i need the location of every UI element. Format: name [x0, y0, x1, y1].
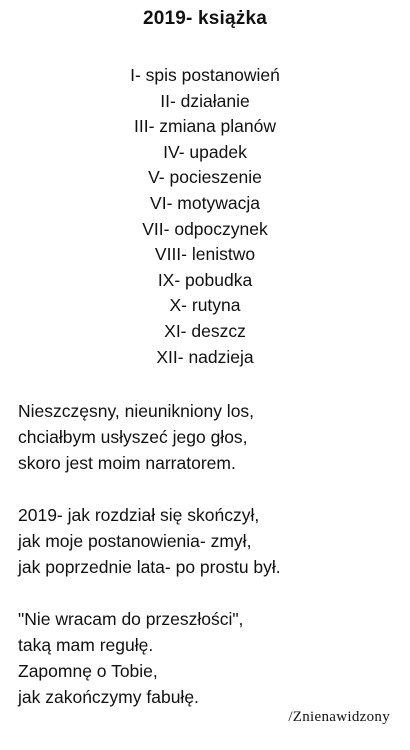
poem-line: taką mam regułę. [18, 635, 154, 655]
chapter-item: I- spis postanowień [130, 65, 280, 85]
chapter-item: XI- deszcz [164, 320, 246, 341]
chapter-item: II- działanie [160, 90, 250, 111]
poem-line: chciałbym usłyszeć jego głos, [18, 427, 248, 447]
chapter-item: XII- nadzieja [156, 346, 254, 367]
poem-body [18, 398, 398, 736]
page-title: 2019- książka [142, 8, 268, 29]
chapter-item: VI- motywacja [150, 192, 260, 213]
chapter-item: V- pocieszenie [148, 167, 262, 188]
poem-line: skoro jest moim narratorem. [18, 453, 236, 473]
poem-line: jak zakończymy fabułę. [18, 687, 199, 707]
poem-line: Nieszczęsny, nieunikniony los, [18, 401, 255, 421]
chapter-list [0, 63, 410, 370]
poem-line: Zapomnę o Tobie, [18, 661, 158, 681]
poem-line: jak moje postanowienia- zmył, [18, 531, 252, 551]
chapter-item: VII- odpoczynek [142, 218, 268, 239]
chapter-item: VIII- lenistwo [154, 244, 256, 265]
chapter-item: X- rutyna [169, 295, 241, 316]
poem-line: 2019- jak rozdział się skończył, [18, 505, 260, 525]
stanza [18, 606, 398, 710]
stanza [18, 398, 398, 476]
poem-line: "Nie wracam do przeszłości", [18, 609, 244, 629]
stanza [18, 502, 398, 580]
author-signature: /Znienawidzony [288, 709, 390, 725]
chapter-item: III- zmiana planów [133, 116, 276, 137]
poem-line: jak poprzednie lata- po prostu był. [18, 557, 281, 577]
chapter-item: IV- upadek [163, 141, 247, 162]
chapter-item: IX- pobudka [157, 269, 253, 290]
